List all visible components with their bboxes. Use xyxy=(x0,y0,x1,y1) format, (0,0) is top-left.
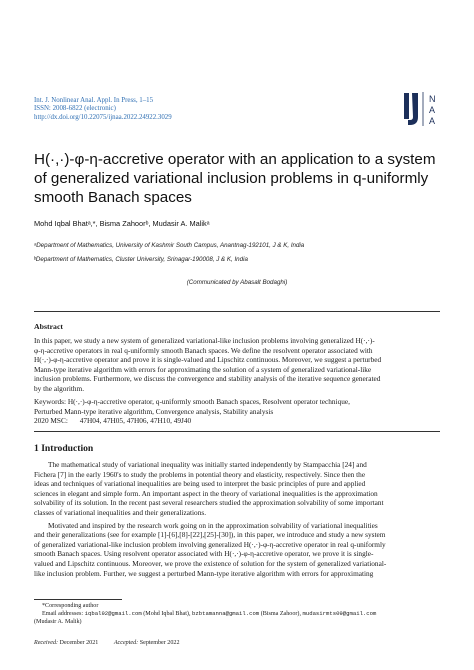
intro-line: valued and Lipschitz continuous. Moreover, we prove the existence of solution for the system of generalized variational- xyxy=(34,558,387,568)
abstract-divider xyxy=(34,431,440,432)
received-date: December 2021 xyxy=(59,640,99,646)
abstract-line: H(·,·)-φ-η-accretive operator and prove it is single-valued and Lipschitz continuous. Moreover, we suggest a perturbed xyxy=(34,355,382,365)
intro-line: and their generalizations (see for example [1]-[6],[8]-[22],[25]-[30]), in this paper, we introduce and study a new system xyxy=(34,530,386,540)
ijnaa-logo-icon xyxy=(402,90,446,128)
email-link-1[interactable]: iqbal92@gmail.com xyxy=(84,610,142,617)
email-name-3: (Mudasir A. Malik) xyxy=(34,619,82,625)
intro-line: ideas and techniques of variational inequalities are being used to interpret the basic principles of pure and applied xyxy=(34,479,366,489)
abstract-line: Mann-type iterative algorithm with errors for approximating the solution of a system of generalized variational-like xyxy=(34,364,372,374)
svg-text:A: A xyxy=(429,105,436,115)
email-link-3[interactable]: mudasirmts09@gmail.com xyxy=(302,610,377,617)
msc-label: 2020 MSC: xyxy=(34,416,68,426)
svg-text:A: A xyxy=(429,116,436,126)
email-label: Email addresses: xyxy=(42,611,84,617)
email-link-2[interactable]: bzbtamanna@gmail.com xyxy=(192,610,260,617)
title-line-3: smooth Banach spaces xyxy=(34,189,192,206)
affiliation-a: ᵃDepartment of Mathematics, University of Kashmir South Campus, Anantnag-192101, J & K, India xyxy=(34,242,305,249)
submission-dates xyxy=(34,640,180,646)
intro-line: of generalized variational-like inclusion problem involving generalized H(·,·)-φ-η-accretive operator in real q-uniformly xyxy=(34,539,386,549)
intro-line: Fichera [7] in the early 1960's to study the problems in potential theory and elasticity, respectively. Since then the xyxy=(34,469,366,479)
intro-line: sciences in elegant and simple form. An important aspect in the theory of variational inequalities is the approximation xyxy=(34,488,378,498)
abstract-heading: Abstract xyxy=(34,322,64,331)
intro-line: smooth Banach spaces. Using resolvent operator associated with H(·,·)-φ-η-accretive operator, we prove it is single- xyxy=(34,549,374,559)
abstract-body xyxy=(34,336,440,394)
journal-issn: ISSN: 2008-6822 (electronic) xyxy=(34,105,116,113)
journal-info xyxy=(34,97,294,122)
keywords-text-continued: Perturbed Mann-type iterative algorithm, Convergence analysis, Stability analysis xyxy=(34,406,274,416)
abstract-line: by the algorithm. xyxy=(34,383,85,393)
received-label: Received: xyxy=(34,640,59,646)
intro-line: solvability of its solution. In the recent past several researchers studied the approximation solvability of some important xyxy=(34,498,384,508)
svg-text:N: N xyxy=(429,94,436,104)
accepted-label: Accepted: xyxy=(113,640,139,646)
top-divider xyxy=(34,311,440,312)
footnote-divider xyxy=(34,599,122,600)
corresponding-author-note: *Corresponding author xyxy=(42,603,99,609)
keywords-block xyxy=(34,397,440,426)
email-name-1: (Mohd Iqbal Bhat), xyxy=(143,611,191,617)
keywords-label: Keywords: xyxy=(34,397,67,406)
title-line-2: of generalized variational inclusion problems in q-uniformly xyxy=(34,170,429,187)
intro-line: like inclusion problem. Further, we suggest a perturbed Mann-type iterative algorithm with errors for approximating xyxy=(34,568,374,578)
section-heading-introduction: 1 Introduction xyxy=(34,443,94,454)
intro-line: Motivated and inspired by the research work going on in the approximation solvability of variational inequalities xyxy=(48,520,378,530)
abstract-line: φ-η-accretive operators in real q-uniformly smooth Banach spaces. We define the resolvent operator associated with xyxy=(34,345,373,355)
intro-line: classes of variational inequalities and their generalizations. xyxy=(34,507,207,517)
paper-title xyxy=(34,150,454,207)
keywords-text: H(·,·)-φ-η-accretive operator, q-uniformly smooth Banach spaces, Resolvent operator technique, xyxy=(67,397,350,406)
introduction-body xyxy=(34,460,440,578)
accepted-date: September 2022 xyxy=(139,640,180,646)
abstract-line: In this paper, we study a new system of generalized variational-like inclusion problems involving generalized H(·,·)- xyxy=(34,336,375,345)
email-name-2: (Bisma Zahoor), xyxy=(260,611,301,617)
author-list: Mohd Iqbal Bhatᵃ,*, Bisma Zahoorᵇ, Mudasir A. Malikᵃ xyxy=(34,219,210,228)
intro-line: The mathematical study of variational inequality was initially started independently by Stampacchia [24] and xyxy=(48,460,367,469)
communicated-by: (Communicated by Abasalt Bodaghi) xyxy=(186,279,288,286)
journal-doi-link[interactable]: http://dx.doi.org/10.22075/ijnaa.2022.24922.3029 xyxy=(34,113,172,121)
affiliation-b: ᵇDepartment of Mathematics, Cluster University, Srinagar-190008, J & K, India xyxy=(34,256,248,263)
title-line-1: H(·,·)-φ-η-accretive operator with an application to a system xyxy=(34,151,436,168)
email-line xyxy=(34,610,440,618)
footnotes xyxy=(34,602,440,626)
msc-codes: 47H04, 47H05, 47H06, 47H10, 49J40 xyxy=(79,416,192,426)
abstract-line: inclusion problems. Furthermore, we discuss the convergence and stability analysis of the iterative sequence generated xyxy=(34,374,381,384)
journal-citation: Int. J. Nonlinear Anal. Appl. In Press, 1–15 xyxy=(34,97,154,104)
